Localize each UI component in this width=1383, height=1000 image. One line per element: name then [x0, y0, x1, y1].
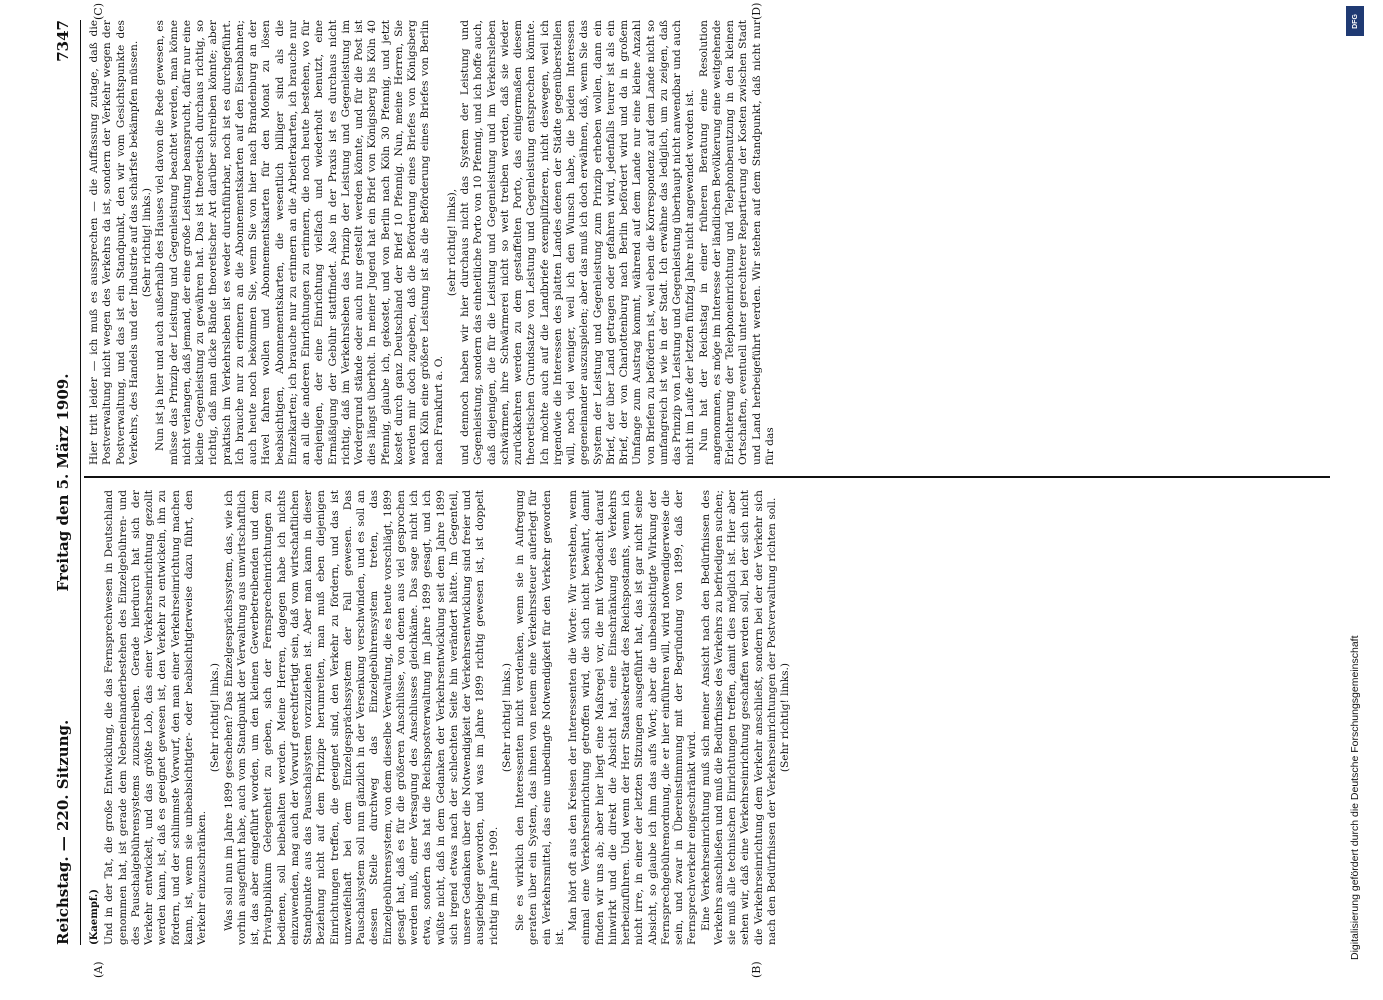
page-number: 7347: [54, 20, 72, 62]
paragraph: Sie es wirklich den Interessenten nicht verdenken, wenn sie in Aufregung geraten über ein System, das ihnen von neuem eine Verkehrssteuer auferlegt für ein Verkehrsmittel, das eine unbedingte Notwendigkeit für den Verkehr geworden ist.: [514, 490, 566, 945]
funding-note: Digitalisierung gefördert durch die Deutsche Forschungsgemeinschaft: [1349, 635, 1361, 960]
interjection: (Sehr richtig! links.): [500, 662, 513, 773]
dfg-logo: DFG: [1346, 6, 1364, 36]
paragraph: Nun ist ja hier und auch außerhalb des Hauses viel davon die Rede gewesen, es müsse das Prinzip der Leistung und Gegenleistung beachtet werden, man könne nicht verlangen, daß jemand, der eine große Leistung beansprucht, dafür nur eine kleine Gegenleistung zu gewähren hat. Das ist theoretisch durchaus richtig, so richtig, daß man dicke Bände theoretischer Art darüber schreiben könnte; aber praktisch im Verkehrsleben ist es weder durchführbar, noch ist es durchgeführt. Ich brauche nur zu erinnern an die Abonnementskarten auf den Eisenbahnen; auch heute noch bekommen Sie, wenn Sie von hier nach Brandenburg an der Havel fahren wollen und Abonnementskarten für den Monat zu lösen beabsichtigen, Abonnementskarten, die wesentlich billiger sind als die Einzelkarten; ich brauche nur zu erinnern an die Arbeiterkarten, ich brauche nur an all die anderen Einrichtungen zu erinnern, die noch heute bestehen, wo für denjenigen, der eine Einrichtung vielfach und wiederholt benutzt, eine Ermäßigung der Gebühr stattfindet. Also in der Praxis ist es durchaus nicht richtig, daß im Verkehrsleben das Prinzip der Leistung und Gegenleistung im Vordergrund stände oder auch nur gestellt werden könnte, und für die Post ist dies längst überholt. In meiner Jugend hat ein Brief von Königsberg bis Köln 40 Pfennig, glaube ich, gekostet, und von Berlin nach Köln 30 Pfennig, und jetzt kostet durch ganz Deutschland der Brief 10 Pfennig. Nun, meine Herren, Sie werden mir doch zugeben, daß die Beförderung eines Briefes von Königsberg nach Köln eine größere Leistung ist als die Beförderung eines Briefes von Berlin nach Frankfurt a. O.: [154, 20, 445, 465]
paragraph: und dennoch haben wir hier durchaus nicht das System der Leistung und Gegenleistung, sondern das einheitliche Porto von 10 Pfennig, und ich hoffe auch, daß diejenigen, die für die Leistung und Gegenleistung und im Verkehrsleben schwärmen, ihre Schwärmerei nicht so weit treiben werden, daß sie wieder zurückkehren werden zu dem gestaffelten Porto, das einigermaßen diesem theoretischen Grundsatze von Leistung und Gegenleistung entsprechen könnte. Ich möchte auch auf die Landbriefe exemplifizieren, nicht deswegen, weil ich irgendwie die Interessen des platten Landes denen der Städte gegenüberstellen will, noch viel weniger, weil ich den Wunsch habe, die beiden Interessen gegeneinander auszuspielen; aber das muß ich doch erwähnen, daß, wenn Sie das System der Leistung und Gegenleistung zum Prinzip erheben wollen, dann ein Brief, der über Land getragen oder gefahren wird, jedenfalls teurer ist als ein Brief, der von Charlottenburg nach Berlin befördert wird und da in großem Umfange zum Austrag kommt, während auf dem Lande nur eine kleine Anzahl von Briefen zu befördern ist, weil eben die Korrespondenz auf dem Lande nicht so umfangreich ist wie in der Stadt. Ich erwähne das lediglich, um zu zeigen, daß das Prinzip von Leistung und Gegenleistung überhaupt nicht anwendbar und auch nicht im Laufe der letzten fünfzig Jahre nicht angewendet worden ist.: [459, 20, 697, 465]
interjection: (Sehr richtig! links.): [209, 662, 222, 773]
header-date: Freitag den 5. März 1909.: [54, 373, 72, 592]
speaker-name: (Kaempf.): [89, 889, 100, 945]
paragraph: Nun hat der Reichstag in einer früheren Beratung eine Resolution angenommen, es möge im Interesse der ländlichen Bevölkerung eine weitgehende Erleichterung der Telephoneinrichtung und Telephonbenutzung in den kleinen Ortschaften, eventuell unter gerechterer Repartierung der Kosten zwischen Stadt und Land herbeigeführt werden. Wir stehen auf dem Standpunkt, daß nicht nur für das: [697, 20, 776, 465]
paragraph: Man hört oft aus den Kreisen der Interessenten die Worte: Wir verstehen, wenn einmal eine Verkehrseinrichtung getroffen wird, die sich nicht bewährt, damit finden wir uns ab; aber hier liegt eine Maßregel vor, die mit Vorbedacht darauf hinwirkt und die direkt die Absicht hat, eine Einschränkung des Verkehrs herbeizuführen. Und wenn der Herr Staatssekretär des Reichspostamts, wenn ich nicht irre, in einer der letzten Sitzungen ausgeführt hat, das ist gar nicht seine Absicht, so glaube ich ihm das aufs Wort; aber die unbeabsichtigte Wirkung der Fernsprechgebührenordnung, die er hier einführen will, wird notwendigerweise die sein, und zwar in Übereinstimmung mit der Begründung von 1899, daß der Fernsprechverkehr eingeschränkt wird.: [567, 490, 699, 945]
paragraph: Was soll nun im Jahre 1899 geschehen? Das Einzelgesprächssystem, das, wie ich vorhin ausgeführt habe, auch vom Standpunkt der Verwaltung aus unwirtschaftlich ist, das aber eingeführt worden, um den kleinen Gewerbetreibenden und dem Privatpublikum Gelegenheit zu geben, sich der Fernsprecheinrichtungen zu bedienen, soll beibehalten werden. Meine Herren, dagegen habe ich nichts einzuwenden, mag auch der Vorwurf gerechtfertigt sein, daß vom wirtschaftlichen Standpunkte aus das Pauschalsystem vorzuziehen ist. Aber man kann in dieser Beziehung nicht auf dem Prinzipe herumreiten, man muß eben diejenigen Einrichtungen treffen, die geeignet sind, den Verkehr zu fördern, und das ist unzweifelhaft bei dem Einzelgesprächssystem der Fall gewesen. Das Pauschalsystem soll nun gänzlich in der Versenkung verschwinden, und es soll an dessen Stelle durchweg das Einzelgebührensystem treten, das Einzelgebührensystem, von dem dieselbe Verwaltung, die es heute vorschlägt, 1899 gesagt hat, daß es für die größeren Anschlüsse, von denen aus viel gesprochen werden muß, einer Versagung des Anschlusses gleichkäme. Das sage nicht ich etwa, sondern das hat die Reichspostverwaltung im Jahre 1899 gesagt, und ich wüßte nicht, daß in dem Gedanken der Verkehrsentwicklung seit dem Jahre 1899 sich irgend etwas nach der schlechten Seite hin verändert hätte. Im Gegenteil, unsere Gedanken über die Notwendigkeit der Verkehrsentwicklung sind freier und ausgiebiger geworden, und was im Jahre 1899 richtig gewesen ist, ist doppelt richtig im Jahre 1909.: [222, 490, 500, 945]
paragraph: Und in der Tat, die große Entwicklung, die das Fernsprechwesen in Deutschland genommen hat, ist gerade dem Nebeneinanderbestehen des Einzelgebühren- und des Pauschalgebührensystems zuzuschreiben. Gerade hierdurch hat sich der Verkehr entwickelt, und das größte Lob, das einer Verkehrseinrichtung gezollt werden kann, ist, daß es geeignet gewesen ist, den Verkehr zu entwickeln, ihn zu fördern, und der schlimmste Vorwurf, den man einer Verkehrseinrichtung machen kann, ist, wenn sie unbeabsichtigter- oder beabsichtigterweise dazu führt, den Verkehr einzuschränken.: [103, 490, 208, 945]
rotated-page: [50, 0, 1340, 1000]
margin-marker-d: (D): [750, 2, 763, 20]
header-session: Reichstag. — 220. Sitzung.: [54, 719, 72, 945]
left-column: [88, 490, 1322, 945]
margin-marker-c: (C): [92, 3, 105, 20]
margin-marker-b: (B): [750, 961, 763, 978]
interjection: (sehr richtig! links),: [445, 188, 458, 297]
interjection: (Sehr richtig! links.): [141, 187, 153, 298]
column-divider: [84, 476, 1330, 478]
interjection: (Sehr richtig! links.): [779, 662, 791, 773]
page-header: [54, 20, 80, 945]
header-rule: [80, 20, 81, 945]
paragraph: Hier tritt leider — ich muß es aussprechen — die Auffassung zutage, daß die Postverwaltung nicht wegen des Verkehrs da ist, sondern der Verkehr wegen der Postverwaltung, und das ist ein Standpunkt, den wir vom Gesichtspunkte des Verkehrs, des Handels und der Industrie auf das schärfste bekämpfen müssen.: [88, 20, 140, 465]
margin-marker-a: (A): [92, 961, 105, 978]
right-column: [88, 20, 1322, 465]
paragraph: Eine Verkehrseinrichtung muß sich meiner Ansicht nach den Bedürfnissen des Verkehrs anschließen und muß die Bedürfnisse des Verkehrs zu befriedigen suchen; sie muß alle technischen Einrichtungen treffen, damit dies möglich ist. Hier aber sehen wir, daß eine Verkehrseinrichtung geschaffen werden soll, bei der sich nicht die Verkehrseinrichtung dem Verkehr anschließt, sondern bei der der Verkehr sich nach den Bedürfnissen der Verkehrseinrichtungen der Postverwaltung richten soll.: [699, 490, 778, 945]
